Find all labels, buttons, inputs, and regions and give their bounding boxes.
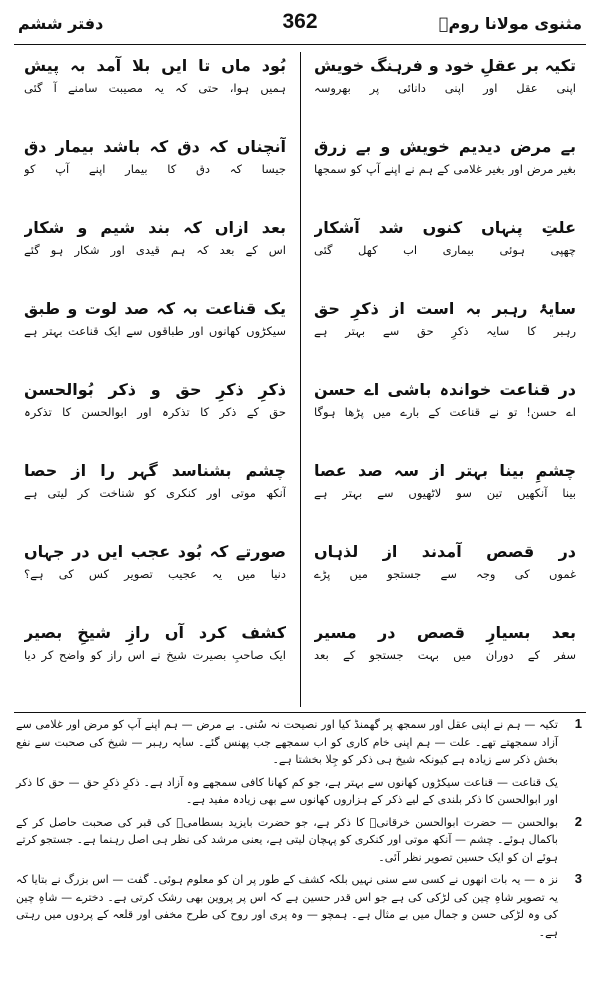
verse-translation: بغیر مرض اور بغیر غلامی کے ہم نے اپنے آپ کو سمجھا bbox=[314, 162, 576, 176]
verse-line: چشمِ بینا بہتر از سہ صد عصا bbox=[314, 461, 576, 480]
footnote bbox=[16, 814, 584, 867]
verse-line: صورتے کہ بُود عجب ایں در جہاں bbox=[24, 542, 286, 561]
verse-translation: ہمیں ہوا، حتی کہ یہ مصیبت سامنے آ گئی bbox=[24, 81, 286, 95]
book-title: مثنوی مولانا رومؒ bbox=[438, 14, 582, 33]
verse-couplet bbox=[314, 214, 576, 295]
verse-couplet bbox=[314, 295, 576, 376]
verse-line: علتِ پنہاں کنوں شد آشکار bbox=[314, 218, 576, 237]
footnote bbox=[16, 871, 584, 941]
footnote-text: تکیہ — ہم نے اپنی عقل اور سمجھ پر گھمنڈ کیا اور نصیحت نہ سُنی۔ بے مرض — ہم اپنے آپ کو مرض اور غلامی سے آزاد سمجھتے تھے۔ علت — ہم اپنی خام کاری کو اب سمجھے جب پھنس گئے۔ سایہ رہبر — شیخ کی صحبت سے نفع بخش ذکر سے زیادہ ہے کیونکہ شیخ ہی ذکر کو جِلا بخشتا ہے۔ bbox=[16, 718, 558, 766]
verse-couplet bbox=[314, 538, 576, 619]
footnote-number: 2 bbox=[574, 813, 582, 829]
header-rule bbox=[14, 44, 586, 45]
verse-couplet bbox=[314, 457, 576, 538]
left-verse-column bbox=[24, 52, 286, 700]
verse-couplet bbox=[314, 133, 576, 214]
footnote-rule bbox=[14, 712, 586, 713]
verse-line: تکیہ بر عقلِ خود و فرہنگ خویش bbox=[314, 56, 576, 75]
verse-couplet bbox=[314, 619, 576, 700]
verse-line: چشم بشناسد گہر را از حصا bbox=[24, 461, 286, 480]
verse-translation: ایک صاحبِ بصیرت شیخ نے اس راز کو واضح کر دیا bbox=[24, 648, 286, 662]
verse-translation: رہبر کا سایہ ذکرِ حق سے بہتر ہے bbox=[314, 324, 576, 338]
verse-translation: دنیا میں یہ عجیب تصویر کس کی ہے؟ bbox=[24, 567, 286, 581]
page-number: 362 bbox=[282, 10, 318, 33]
footnote-text: یک قناعت — قناعت سیکڑوں کھانوں سے بہتر ہے، جو کم کھانا کافی سمجھے وہ آزاد ہے۔ ذکرِ ذکرِ حق — حق کا ذکر اور ابوالحسن کا ذکر بلندی کے لیے ذکر کے ہزاروں کھانوں سے بھی زیادہ مفید ہے۔ bbox=[16, 775, 558, 806]
verse-couplet bbox=[24, 376, 286, 457]
verse-line: بے مرض دیدیم خویش و بے زرق bbox=[314, 137, 576, 156]
footnote-number: 3 bbox=[574, 871, 582, 886]
verse-translation: بینا آنکھیں تین سو لاٹھیوں سے بہتر ہے bbox=[314, 486, 576, 500]
verse-translation: سفر کے دوران میں بہت جستجو کے بعد bbox=[314, 648, 576, 662]
verse-translation: آنکھ موتی اور کنکری کو شناخت کر لیتی ہے bbox=[24, 486, 286, 500]
verse-line: در قصص آمدند از لذہاں bbox=[314, 542, 576, 561]
verse-line: در قناعت خواندہ باشی اے حسن bbox=[314, 380, 576, 399]
verse-line: بُود ماں تا ایں بلا آمد بہ پیش bbox=[24, 56, 286, 75]
verse-translation: غموں کی وجہ سے جستجو میں پڑے bbox=[314, 567, 576, 581]
verse-line: سایۂ رہبر بہ است از ذکرِ حق bbox=[314, 299, 576, 318]
footnote-text: بوالحسن — حضرت ابوالحسن خرقانیؒ کا ذکر ہے، جو حضرت بایزید بسطامیؒ کی قبر کی صحبت حاصل کر کے باکمال ہوئے۔ چشم — آنکھ موتی اور کنکری کو پہچان لیتی ہے، یعنی مرشد کی نظر ہی اصل رہنما ہے۔ جستجو کرتے ہوئے ان کو ایک حسین تصویر نظر آئی۔ bbox=[16, 815, 558, 864]
verse-line: کشف کرد آں رازِ شیخِ بصیر bbox=[24, 623, 286, 642]
footnote-number: 1 bbox=[574, 716, 582, 731]
verse-couplet bbox=[314, 376, 576, 457]
verse-translation: حق کے ذکر کا تذکرہ اور ابوالحسن کا تذکرہ bbox=[24, 405, 286, 419]
verse-translation: اپنی عقل اور اپنی دانائی پر بھروسہ bbox=[314, 81, 576, 95]
verse-couplet bbox=[24, 52, 286, 133]
volume-title: دفتر ششم bbox=[18, 14, 104, 33]
verse-couplet bbox=[314, 52, 576, 133]
verse-translation: اس کے بعد کہ ہم قیدی اور شکار ہو گئے bbox=[24, 243, 286, 257]
verse-translation: سیکڑوں کھانوں اور طباقوں سے ایک قناعت بہتر ہے bbox=[24, 324, 286, 338]
verse-couplet bbox=[24, 214, 286, 295]
footnote-text: نز ہ — یہ بات انھوں نے کسی سے سنی نہیں بلکہ کشف کے طور پر ان کو معلوم ہوئی۔ گفت — اس بزرگ نے بتایا کہ یہ تصویر شاہِ چین کی لڑکی کی ہے جو اس قدر حسین ہے کہ اس پر پروین بھی رشک کرتی ہے۔ دخترے — شاہِ چین کی وہ لڑکی حسن و جمال میں بے مثال ہے۔ ہمچو — وہ پری اور روح کی طرح مخفی اور قلعہ کے پردوں میں رہتی ہے۔ bbox=[16, 873, 558, 939]
page-header bbox=[18, 8, 582, 42]
footnote bbox=[16, 774, 584, 809]
verse-couplet bbox=[24, 457, 286, 538]
verse-couplet bbox=[24, 619, 286, 700]
footnotes bbox=[16, 716, 584, 946]
right-verse-column bbox=[314, 52, 576, 700]
verse-translation: جیسا کہ دق کا بیمار اپنے آپ کو bbox=[24, 162, 286, 176]
verse-line: ذکرِ ذکرِ حق و ذکر بُوالحسن bbox=[24, 380, 286, 399]
verse-line: بعد بسیارِ قصص در مسیر bbox=[314, 623, 576, 642]
verse-couplet bbox=[24, 295, 286, 376]
footnote bbox=[16, 716, 584, 769]
verse-translation: اے حسن! تو نے قناعت کے بارے میں پڑھا ہوگا bbox=[314, 405, 576, 419]
verse-couplet bbox=[24, 538, 286, 619]
verse-line: آنچناں کہ دق کہ باشد بیمار دق bbox=[24, 137, 286, 156]
verse-line: بعد ازاں کہ بند شیم و شکار bbox=[24, 218, 286, 237]
verse-line: یک قناعت بہ کہ صد لوت و طبق bbox=[24, 299, 286, 318]
column-divider bbox=[300, 52, 301, 707]
verse-couplet bbox=[24, 133, 286, 214]
verse-translation: چھپی ہوئی بیماری اب کھل گئی bbox=[314, 243, 576, 257]
